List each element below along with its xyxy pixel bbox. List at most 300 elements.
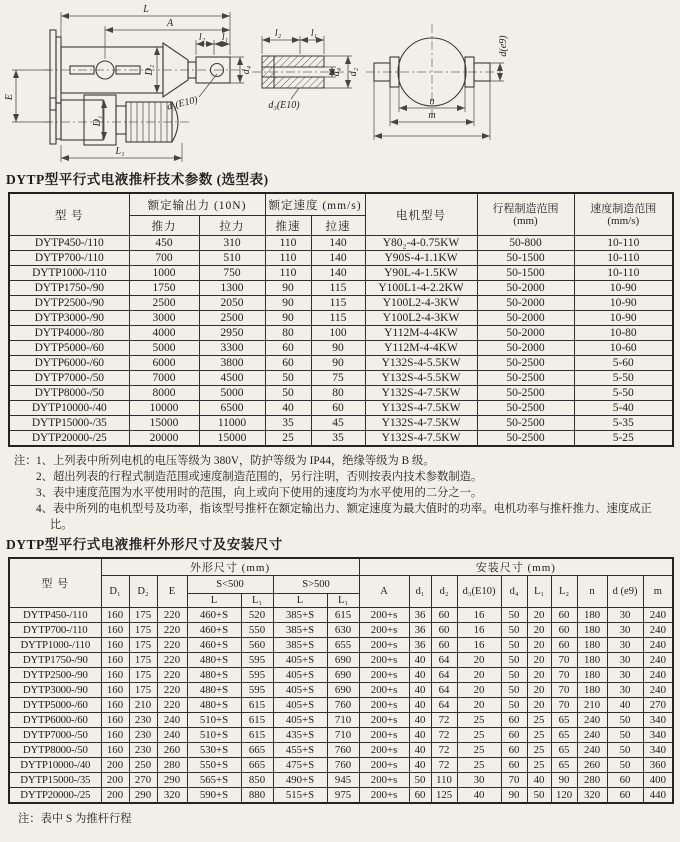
value-cell: 10-80 <box>574 326 673 341</box>
value-cell: 60 <box>551 638 577 653</box>
value-cell: 50-2000 <box>477 326 574 341</box>
side-view-drawing <box>4 4 252 162</box>
value-cell: 975 <box>327 788 359 804</box>
value-cell: 690 <box>327 653 359 668</box>
value-cell: 200 <box>101 773 129 788</box>
value-cell: 40 <box>409 728 431 743</box>
value-cell: 115 <box>311 281 365 296</box>
value-cell: 515+S <box>273 788 327 804</box>
value-cell: 450 <box>129 236 199 251</box>
model-cell: DYTP7000-/50 <box>9 371 129 386</box>
value-cell: 200+s <box>359 608 409 623</box>
value-cell: Y90L-4-1.5KW <box>365 266 477 281</box>
model-cell: DYTP7000-/50 <box>9 728 101 743</box>
value-cell: 550 <box>241 623 273 638</box>
value-cell: 50-2500 <box>477 356 574 371</box>
value-cell: Y132S-4-5.5KW <box>365 356 477 371</box>
value-cell: 510 <box>199 251 265 266</box>
value-cell: 220 <box>157 683 187 698</box>
value-cell: 110 <box>265 251 311 266</box>
column-header-speed-group: 额定速度 (mm/s) <box>265 193 365 216</box>
value-cell: 880 <box>241 788 273 804</box>
value-cell: 10000 <box>129 401 199 416</box>
value-cell: 180 <box>577 638 607 653</box>
table-row <box>9 281 673 296</box>
value-cell: 270 <box>643 698 673 713</box>
model-cell: DYTP20000-/25 <box>9 788 101 804</box>
value-cell: 70 <box>501 773 527 788</box>
value-cell: 50 <box>265 371 311 386</box>
value-cell: 10-110 <box>574 251 673 266</box>
value-cell: 200+s <box>359 743 409 758</box>
value-cell: 80 <box>265 326 311 341</box>
value-cell: 40 <box>409 668 431 683</box>
value-cell: 120 <box>551 788 577 804</box>
value-cell: 310 <box>199 236 265 251</box>
value-cell: 20 <box>457 698 501 713</box>
column-header-L1: L₁ <box>527 576 551 608</box>
value-cell: 16 <box>457 608 501 623</box>
value-cell: 160 <box>101 608 129 623</box>
value-cell: 385+S <box>273 638 327 653</box>
value-cell: 75 <box>311 371 365 386</box>
dim-label-L1: L₁ <box>115 146 125 157</box>
value-cell: 180 <box>577 608 607 623</box>
value-cell: 200+s <box>359 668 409 683</box>
column-header-d4: d₄ <box>501 576 527 608</box>
dim-label-l1: l₁ <box>310 28 318 39</box>
value-cell: 710 <box>327 728 359 743</box>
value-cell: 595 <box>241 668 273 683</box>
value-cell: 60 <box>265 341 311 356</box>
value-cell: Y112M-4-4KW <box>365 341 477 356</box>
value-cell: Y132S-4-7.5KW <box>365 431 477 447</box>
column-header-s-lt-500: S<500 <box>187 576 273 594</box>
value-cell: 405+S <box>273 698 327 713</box>
value-cell: 510+S <box>187 728 241 743</box>
value-cell: 850 <box>241 773 273 788</box>
table-row <box>9 401 673 416</box>
table-row <box>9 623 673 638</box>
value-cell: 200+s <box>359 788 409 804</box>
value-cell: 250 <box>129 758 157 773</box>
value-cell: 200+s <box>359 683 409 698</box>
table-row <box>9 341 673 356</box>
table-row <box>9 788 673 804</box>
value-cell: 340 <box>643 743 673 758</box>
value-cell: 90 <box>311 341 365 356</box>
note-1: 1、上列表中所列电机的电压等级为 380V，防护等级为 IP44，绝缘等级为 B 级。 <box>36 455 435 467</box>
value-cell: 175 <box>129 683 157 698</box>
column-header-d2: d₂ <box>431 576 457 608</box>
clevis-detail-drawing <box>252 28 359 111</box>
table-row <box>9 431 673 447</box>
selection-table-body <box>9 236 673 447</box>
value-cell: 240 <box>157 728 187 743</box>
column-header-A: A <box>359 576 409 608</box>
value-cell: 230 <box>129 713 157 728</box>
value-cell: 90 <box>265 281 311 296</box>
note-2: 2、超出列表的行程式制造范围或速度制造范围的，另行注明，否则按表内技术参数制造。 <box>36 471 483 483</box>
value-cell: 615 <box>327 608 359 623</box>
value-cell: 40 <box>527 773 551 788</box>
value-cell: 2500 <box>129 296 199 311</box>
value-cell: 20 <box>527 653 551 668</box>
value-cell: 240 <box>643 653 673 668</box>
value-cell: 64 <box>431 698 457 713</box>
value-cell: 50-2500 <box>477 431 574 447</box>
value-cell: 405+S <box>273 683 327 698</box>
value-cell: 200+s <box>359 713 409 728</box>
dim-label-D2: D₂ <box>144 64 155 76</box>
value-cell: 210 <box>577 698 607 713</box>
value-cell: 50 <box>265 386 311 401</box>
value-cell: 35 <box>311 431 365 447</box>
value-cell: 480+S <box>187 653 241 668</box>
value-cell: 175 <box>129 608 157 623</box>
value-cell: 160 <box>101 683 129 698</box>
model-cell: DYTP1750-/90 <box>9 281 129 296</box>
value-cell: 50-1500 <box>477 266 574 281</box>
value-cell: 50 <box>607 713 643 728</box>
model-cell: DYTP6000-/60 <box>9 356 129 371</box>
column-header-install-group: 安装尺寸 (mm) <box>359 558 673 576</box>
value-cell: 480+S <box>187 668 241 683</box>
value-cell: 110 <box>265 236 311 251</box>
table-row <box>9 698 673 713</box>
value-cell: 72 <box>431 713 457 728</box>
column-header-output-group: 额定输出力 (10N) <box>129 193 265 216</box>
column-header-D2: D₂ <box>129 576 157 608</box>
header-line: (mm/s) <box>607 214 640 227</box>
value-cell: 70 <box>551 668 577 683</box>
model-cell: DYTP4000-/80 <box>9 326 129 341</box>
value-cell: 405+S <box>273 653 327 668</box>
value-cell: 230 <box>129 743 157 758</box>
value-cell: 560 <box>241 638 273 653</box>
value-cell: 290 <box>129 788 157 804</box>
dim-label-m: m <box>428 110 436 121</box>
value-cell: 2950 <box>199 326 265 341</box>
value-cell: 50-2000 <box>477 341 574 356</box>
notes-label: 注： <box>14 455 37 467</box>
model-cell: DYTP5000-/60 <box>9 341 129 356</box>
column-header-d3E10: d₃(E10) <box>457 576 501 608</box>
value-cell: 5000 <box>129 341 199 356</box>
table-row <box>9 371 673 386</box>
value-cell: 70 <box>551 683 577 698</box>
value-cell: 160 <box>101 743 129 758</box>
value-cell: 50 <box>501 608 527 623</box>
value-cell: 60 <box>501 728 527 743</box>
value-cell: 280 <box>577 773 607 788</box>
value-cell: 630 <box>327 623 359 638</box>
value-cell: 36 <box>409 608 431 623</box>
value-cell: 160 <box>101 728 129 743</box>
value-cell: 220 <box>157 653 187 668</box>
value-cell: 260 <box>157 743 187 758</box>
column-header-D1: D₁ <box>101 576 129 608</box>
value-cell: 60 <box>311 401 365 416</box>
selection-table <box>8 192 674 447</box>
value-cell: Y80₂-4-0.75KW <box>365 236 477 251</box>
value-cell: 4500 <box>199 371 265 386</box>
value-cell: 25 <box>457 713 501 728</box>
value-cell: 40 <box>409 683 431 698</box>
dimensions-table-body <box>9 608 673 804</box>
value-cell: 60 <box>551 623 577 638</box>
value-cell: 480+S <box>187 683 241 698</box>
technical-drawings <box>0 0 680 170</box>
value-cell: 2500 <box>199 311 265 326</box>
value-cell: 665 <box>241 758 273 773</box>
value-cell: 11000 <box>199 416 265 431</box>
value-cell: 40 <box>457 788 501 804</box>
value-cell: 595 <box>241 683 273 698</box>
value-cell: 160 <box>101 698 129 713</box>
table-row <box>9 326 673 341</box>
value-cell: 40 <box>409 743 431 758</box>
value-cell: 3800 <box>199 356 265 371</box>
column-header-speed-range <box>574 193 673 236</box>
value-cell: Y132S-4-7.5KW <box>365 416 477 431</box>
value-cell: 72 <box>431 728 457 743</box>
model-cell: DYTP6000-/60 <box>9 713 101 728</box>
dim-label-d4: d₄ <box>241 65 252 75</box>
value-cell: 50-2500 <box>477 386 574 401</box>
value-cell: 50-2500 <box>477 416 574 431</box>
value-cell: 20 <box>457 683 501 698</box>
table-row <box>9 638 673 653</box>
table-row <box>9 266 673 281</box>
value-cell: 700 <box>129 251 199 266</box>
model-cell: DYTP15000-/35 <box>9 773 101 788</box>
value-cell: 760 <box>327 743 359 758</box>
dim-label-l1: l₁ <box>221 32 229 43</box>
value-cell: 260 <box>577 758 607 773</box>
value-cell: 595 <box>241 653 273 668</box>
model-cell: DYTP3000-/90 <box>9 311 129 326</box>
value-cell: 460+S <box>187 638 241 653</box>
value-cell: 160 <box>101 713 129 728</box>
header-line: 速度制造范围 <box>590 202 657 215</box>
value-cell: 60 <box>431 608 457 623</box>
dim-label-d4: d₄ <box>331 67 342 77</box>
value-cell: 25 <box>457 758 501 773</box>
value-cell: 20 <box>527 638 551 653</box>
value-cell: 90 <box>265 311 311 326</box>
value-cell: 70 <box>551 653 577 668</box>
value-cell: 140 <box>311 251 365 266</box>
value-cell: 220 <box>157 668 187 683</box>
value-cell: 160 <box>101 653 129 668</box>
column-header-de9: d (e9) <box>607 576 643 608</box>
value-cell: 30 <box>457 773 501 788</box>
value-cell: 220 <box>157 698 187 713</box>
value-cell: 320 <box>157 788 187 804</box>
dim-label-l2: l₂ <box>274 28 282 39</box>
value-cell: 710 <box>327 713 359 728</box>
value-cell: 180 <box>577 623 607 638</box>
model-cell: DYTP5000-/60 <box>9 698 101 713</box>
model-cell: DYTP450-/110 <box>9 236 129 251</box>
value-cell: 530+S <box>187 743 241 758</box>
table-row <box>9 356 673 371</box>
value-cell: 20 <box>457 653 501 668</box>
model-cell: DYTP2500-/90 <box>9 668 101 683</box>
value-cell: 90 <box>311 356 365 371</box>
value-cell: Y132S-4-5.5KW <box>365 371 477 386</box>
value-cell: 115 <box>311 296 365 311</box>
value-cell: 50 <box>409 773 431 788</box>
value-cell: 20 <box>527 668 551 683</box>
value-cell: 750 <box>199 266 265 281</box>
value-cell: 50-2000 <box>477 311 574 326</box>
value-cell: 220 <box>157 608 187 623</box>
value-cell: 240 <box>643 683 673 698</box>
value-cell: 5-40 <box>574 401 673 416</box>
dim-label-E: E <box>4 93 15 101</box>
value-cell: 220 <box>157 623 187 638</box>
value-cell: 15000 <box>129 416 199 431</box>
value-cell: Y100L2-4-3KW <box>365 311 477 326</box>
value-cell: 340 <box>643 713 673 728</box>
table-row <box>9 728 673 743</box>
value-cell: 80 <box>311 386 365 401</box>
model-cell: DYTP1000-/110 <box>9 266 129 281</box>
value-cell: 90 <box>551 773 577 788</box>
value-cell: 60 <box>431 623 457 638</box>
value-cell: 405+S <box>273 713 327 728</box>
value-cell: 565+S <box>187 773 241 788</box>
value-cell: Y132S-4-7.5KW <box>365 386 477 401</box>
table-row <box>9 386 673 401</box>
value-cell: 25 <box>265 431 311 447</box>
value-cell: 45 <box>311 416 365 431</box>
value-cell: 125 <box>431 788 457 804</box>
column-header-pull-force: 拉力 <box>199 216 265 236</box>
value-cell: 50 <box>501 653 527 668</box>
value-cell: 200 <box>101 758 129 773</box>
value-cell: 290 <box>157 773 187 788</box>
value-cell: 520 <box>241 608 273 623</box>
value-cell: 25 <box>527 728 551 743</box>
value-cell: 30 <box>607 638 643 653</box>
table-row <box>9 236 673 251</box>
value-cell: 15000 <box>199 431 265 447</box>
model-cell: DYTP10000-/40 <box>9 758 101 773</box>
value-cell: 175 <box>129 638 157 653</box>
value-cell: 90 <box>265 296 311 311</box>
value-cell: 690 <box>327 683 359 698</box>
value-cell: 20 <box>527 698 551 713</box>
front-view-drawing <box>366 24 509 140</box>
value-cell: 590+S <box>187 788 241 804</box>
value-cell: 65 <box>551 728 577 743</box>
column-header-stroke-range <box>477 193 574 236</box>
dim-label-d2: d₂ <box>348 67 359 77</box>
value-cell: Y90S-4-1.1KW <box>365 251 477 266</box>
value-cell: 455+S <box>273 743 327 758</box>
value-cell: 50 <box>607 758 643 773</box>
value-cell: 655 <box>327 638 359 653</box>
model-cell: DYTP20000-/25 <box>9 431 129 447</box>
value-cell: 65 <box>551 743 577 758</box>
value-cell: 3000 <box>129 311 199 326</box>
value-cell: 50 <box>527 788 551 804</box>
value-cell: 20 <box>457 668 501 683</box>
value-cell: 60 <box>607 788 643 804</box>
value-cell: 65 <box>551 713 577 728</box>
model-cell: DYTP8000-/50 <box>9 386 129 401</box>
table-row <box>9 311 673 326</box>
value-cell: 665 <box>241 743 273 758</box>
value-cell: 2050 <box>199 296 265 311</box>
value-cell: 200+s <box>359 653 409 668</box>
value-cell: 64 <box>431 683 457 698</box>
model-cell: DYTP700-/110 <box>9 623 101 638</box>
section-title-dimensions: DYTP型平行式电液推杆外形尺寸及安装尺寸 <box>6 537 283 552</box>
value-cell: 10-90 <box>574 281 673 296</box>
value-cell: 230 <box>129 728 157 743</box>
value-cell: 50 <box>501 638 527 653</box>
column-header-m: m <box>643 576 673 608</box>
value-cell: 320 <box>577 788 607 804</box>
value-cell: 65 <box>551 758 577 773</box>
value-cell: 64 <box>431 653 457 668</box>
value-cell: 20000 <box>129 431 199 447</box>
value-cell: 25 <box>457 743 501 758</box>
model-cell: DYTP2500-/90 <box>9 296 129 311</box>
value-cell: 110 <box>431 773 457 788</box>
value-cell: 340 <box>643 728 673 743</box>
dim-label-de9: d(e9) <box>498 35 509 57</box>
value-cell: 25 <box>457 728 501 743</box>
value-cell: 30 <box>607 608 643 623</box>
column-header-push-force: 推力 <box>129 216 199 236</box>
model-cell: DYTP1750-/90 <box>9 653 101 668</box>
value-cell: 200+s <box>359 773 409 788</box>
value-cell: 50-1500 <box>477 251 574 266</box>
value-cell: 240 <box>577 743 607 758</box>
model-cell: DYTP3000-/90 <box>9 683 101 698</box>
value-cell: 180 <box>577 653 607 668</box>
value-cell: 115 <box>311 311 365 326</box>
section-title-specs: DYTP型平行式电液推杆技术参数 (选型表) <box>6 172 269 187</box>
value-cell: 510+S <box>187 713 241 728</box>
value-cell: 90 <box>501 788 527 804</box>
value-cell: 360 <box>643 758 673 773</box>
column-header-L1-lt: L₁ <box>241 594 273 608</box>
column-header-L1-gt: L₁ <box>327 594 359 608</box>
value-cell: 10-90 <box>574 311 673 326</box>
value-cell: 400 <box>643 773 673 788</box>
table-row <box>9 773 673 788</box>
column-header-L-lt: L <box>187 594 241 608</box>
value-cell: 385+S <box>273 623 327 638</box>
model-cell: DYTP1000-/110 <box>9 638 101 653</box>
value-cell: 200+s <box>359 698 409 713</box>
model-cell: DYTP700-/110 <box>9 251 129 266</box>
value-cell: 16 <box>457 623 501 638</box>
value-cell: 36 <box>409 623 431 638</box>
model-cell: DYTP15000-/35 <box>9 416 129 431</box>
value-cell: 40 <box>409 758 431 773</box>
dim-label-A: A <box>166 18 174 29</box>
table-row <box>9 668 673 683</box>
value-cell: 550+S <box>187 758 241 773</box>
value-cell: 50-800 <box>477 236 574 251</box>
